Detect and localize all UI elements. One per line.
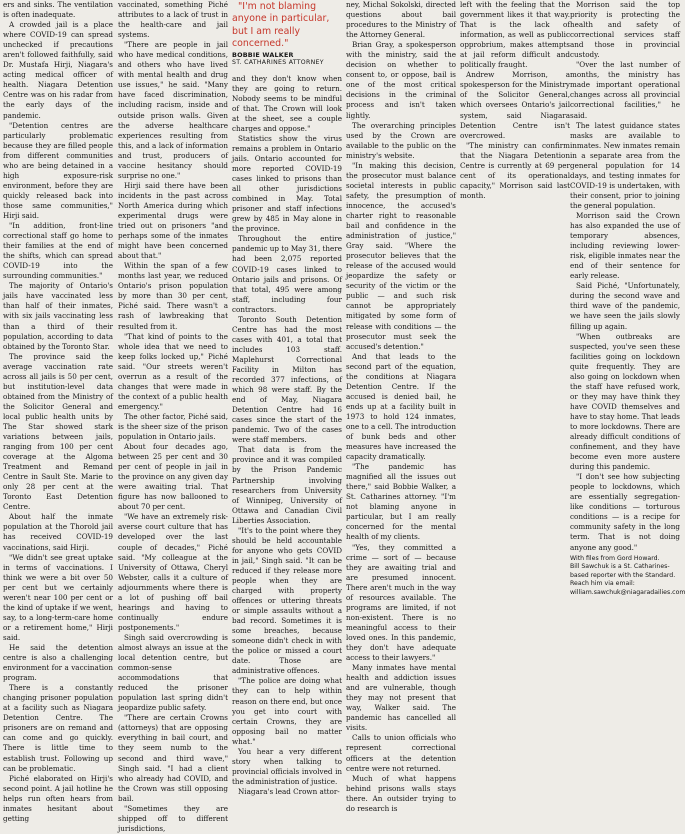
paragraph: That data is from the province and it was compiled by the Prison Pandemic Partnership involving researchers from University of Winnipeg, University of Ottawa and Canadian Civil Liberties Association. xyxy=(232,445,342,525)
paragraph: Hirji said there have been incidents in the past across North America during which experimental drugs were tried out on prisoners "and perhaps some of the inmates might have been concerned about that." xyxy=(118,180,228,261)
paragraph: ers and sinks. The ventilation is often inadequate. xyxy=(3,0,113,20)
credit-files: With files from Gord Howard. xyxy=(570,554,660,562)
paragraph: Morrison said the top priority is protecting the health and safety of correctional services staff and those in provincial custody. xyxy=(570,0,680,60)
paragraph: About four decades ago, between 25 per cent and 30 per cent of people in jail in the province on any given day were awaiting trial. That figure has now ballooned to about 70 per cent. xyxy=(118,442,228,512)
paragraph: "Sometimes they are shipped off to different jurisdictions, xyxy=(118,803,228,833)
paragraph: "I don't see how subjecting people to lockdowns, which are essentially segregation-like conditions — torturous conditions — is a recipe for community safety in the long term. That is not doing anyone any good." xyxy=(570,472,680,552)
paragraph: "We have an extremely risk-averse court culture that has developed over the last couple of decades," Piché said. "My colleague at the University of Ottawa, Cheryl Webster, calls it a culture of adjournments where there is a lot of pushing off bail hearings and having to continually endure postponements." xyxy=(118,512,228,632)
paragraph: He said the detention centre is also a challenging environment for a vaccination program. xyxy=(3,643,113,683)
paragraph: Throughout the entire pandemic up to May 31, there had been 2,075 reported COVID-19 cases linked to Ontario jails and prisons. Of that total, 495 were among staff, including four contractors. xyxy=(232,234,342,314)
paragraph: "In addition, front-line correctional staff go home to their families at the end of the shifts, which can spread COVID-19 into the surrounding communities." xyxy=(3,221,113,281)
paragraph: Many inmates have mental health and addiction issues and are vulnerable, though they may not present that way, Walker said. The pandemic has cancelled all visits. xyxy=(346,663,456,733)
paragraph: "There are certain Crowns (attorneys) that are opposing everything in bail court, and they seem numb to the second and third wave," Singh said. "I had a client who already had COVID, and the Crown was still opposing bail. xyxy=(118,713,228,803)
pull-quote-title: ST. CATHARINES ATTORNEY xyxy=(232,59,324,67)
article-column-3 xyxy=(232,0,342,800)
paragraph: Said Piché, "Unfortunately, during the second wave and third wave of the pandemic, we have seen the jails slowly filling up again. xyxy=(570,281,680,331)
paragraph: You hear a very different story when talking to provincial officials involved in the administration of justice. xyxy=(232,746,342,786)
pull-quote-box xyxy=(232,0,342,68)
paragraph: Calls to union officials who represent correctional officers at the detention centre were not returned. xyxy=(346,733,456,773)
paragraph: and they don't know when they are going to return. Nobody seems to be mindful of that. The Crown will look at the sheet, see a couple charges and oppose." xyxy=(232,73,342,133)
paragraph: "When outbreaks are suspected, you've seen these facilities going on lockdown quite frequently. They are also going on lockdown when the staff have refused work, or they may have think they have COVID themselves and have to stay home. That leads to more lockdowns. There are already difficult conditions of confinement, and they have become even more austere during this pandemic. xyxy=(570,331,680,472)
paragraph: Piché elaborated on Hirji's second point. A jail hotline he helps run often hears from inmates hesitant about getting xyxy=(3,773,113,823)
paragraph: "We didn't see great uptake in terms of vaccinations. I think we were a bit over 50 per cent but we certainly weren't near 100 per cent or the kind of uptake if we went, say, to a long-term-care home or a retirement home," Hirji said. xyxy=(3,552,113,642)
paragraph: "Over the last number of months, the ministry has made important operational changes across all provincial correctional facilities," he said. xyxy=(570,60,680,120)
paragraph: Singh said overcrowding is almost always an issue at the local detention centre, but common-sense accommodations that reduced the prisoner population last spring didn't jeopardize public safety. xyxy=(118,632,228,713)
article-column-5 xyxy=(460,0,570,800)
paragraph: Much of what happens behind prisons walls stays there. An outsider trying to do research is xyxy=(346,773,456,813)
paragraph: "The police are doing what they can to help within reason on there end, but once you get into court with certain Crowns, they are opposing bail no matter what." xyxy=(232,676,342,746)
paragraph: "Yes, they committed a crime — sort of — because they are awaiting trial and are presumed innocent. There aren't much in the way of resources available. The programs are limited, if not non-existent. There is no meaningful access to their loved ones. In this pandemic, they don't have adequate access to their lawyers." xyxy=(346,542,456,663)
article-column-2 xyxy=(118,0,228,833)
byline-credit xyxy=(570,554,685,598)
paragraph: There is a constantly changing prisoner population at a facility such as Niagara Detention Centre. The prisoners are on remand and can come and go quickly. There is little time to establish trust. Following up can be problematic. xyxy=(3,683,113,773)
paragraph: The latest guidance states masks are available to inmates. New inmates remain in a separate area from the general population for 14 days, and testing inmates for COVID-19 is undertaken, with their consent, prior to joining the general population. xyxy=(570,120,680,210)
paragraph: Toronto South Detention Centre has had the most cases with 401, a total that includes 103 staff. Maplehurst Correctional Facility in Milton has recorded 377 infections, of which 98 were staff. By the end of May, Niagara Detention Centre had 16 cases since the start of the pandemic. Two of the cases were staff members. xyxy=(232,314,342,445)
paragraph: The majority of Ontario's jails have vaccinated less than half of their inmates, with six jails vaccinating less than a third of their population, according to data obtained by the Toronto Star. xyxy=(3,281,113,351)
paragraph: "The pandemic has magnified all the issues out there," said Bobbie Walker, a St. Catharines attorney. "I'm not blaming anyone in particular, but I am really concerned for the mental health of my clients. xyxy=(346,462,456,542)
paragraph: "That kind of points to the whole idea that we need to keep folks locked up," Piché said. "Our streets weren't overrun as a result of the changes that were made in the context of a public health emergency." xyxy=(118,331,228,411)
paragraph: "There are people in jail who have medical conditions, and others who have lived with mental health and drug use issues," he said. "Many have faced discrimination, including racism, inside and outside prison walls. Given the adverse healthcare experiences resulting from this, and a lack of information and trust, producers of vaccine hesitancy should surprise no one." xyxy=(118,40,228,180)
paragraph: "Detention centres are particularly problematic because they are filled people from different communities who are being detained in a high exposure-risk environment, before they are quickly released back into those same communities," Hirji said. xyxy=(3,120,113,220)
credit-author: Bill Sawchuk is a St. Catharines-based reporter with the Standard. Reach him via email: william.sawchuk@niagaradailies.com xyxy=(570,563,685,596)
paragraph: Morrison said the Crown has also expanded the use of temporary absences, including reviewing lower-risk, eligible inmates near the end of their sentence for early release. xyxy=(570,210,680,281)
paragraph: "In making this decision, the prosecutor must balance societal interests in public safety, the presumption of innocence, the accused's charter right to reasonable bail and confidence in the administration of justice," Gray said. "Where the prosecutor believes that the release of the accused would jeopardize the safety or security of the victim or the public — and such risk cannot be appropriately mitigated by some form of release with conditions — the prosecutor must seek the accused's detention." xyxy=(346,160,456,351)
pull-quote-name: BOBBIE WALKER xyxy=(232,50,294,59)
article-column-6-body xyxy=(570,0,680,553)
paragraph: The province said the average vaccination rate across all jails is 50 per cent, but institution-level data obtained from the Ministry of the Solicitor General and local public health units by The Star showed stark variations between jails, ranging from 100 per cent coverage at the Algoma Treatment and Remand Centre in Sault Ste. Marie to only 28 per cent at the Toronto East Detention Centre. xyxy=(3,351,113,512)
article-column-1 xyxy=(3,0,113,823)
paragraph: "The ministry can confirm that the Niagara Detention Centre is currently at 69 per cent of its operational capacity," Morrison said last month. xyxy=(460,140,570,200)
paragraph: Brian Gray, a spokesperson with the ministry, said the decision on whether to consent to, or oppose, bail is one of the most critical decisions in the criminal process and isn't taken lightly. xyxy=(346,40,456,120)
paragraph: The overarching principles used by the Crown are available to the public on the ministry's website. xyxy=(346,120,456,160)
article-column-6 xyxy=(570,0,685,800)
article-column-4 xyxy=(346,0,456,813)
paragraph: "It's to the point where they should be held accountable for anyone who gets COVID in jail," Singh said. "It can be reduced if they release more people when they are charged with property offences or uttering threats or simple assaults without a bad record. Sometimes it is some breaches, because someone didn't check in with the police or missed a court date. Those are administrative offences. xyxy=(232,525,342,676)
paragraph: Within the span of a few months last year, we reduced Ontario's prison population by more than 30 per cent, Piché said. There wasn't a rash of lawbreaking that resulted from it. xyxy=(118,261,228,331)
paragraph: left with the feeling that the government likes it that way. That is the lack of information, as well as public opprobrium, makes attempts at jail reform difficult and politically fraught. xyxy=(460,0,570,70)
paragraph: The other factor, Piché said, is the sheer size of the prison population in Ontario jails. xyxy=(118,411,228,442)
paragraph: Andrew Morrison, a spokesperson for the Ministry of the Solicitor General, which oversees Ontario's jail system, said Niagara Detention Centre isn't overcrowed. xyxy=(460,70,570,140)
paragraph: ney, Michal Sokolski, directed questions about bail procedures to the Ministry of the Attorney General. xyxy=(346,0,456,40)
paragraph: Statistics show the virus remains a problem in Ontario jails. Ontario accounted for more reported COVID-19 cases linked to prisons than all other jurisdictions combined in May. Total prisoner and staff infections grew by 485 in May alone in the province. xyxy=(232,133,342,234)
paragraph: A crowded jail is a place where COVID-19 can spread unchecked if precautions aren't followed faithfully, said Dr. Mustafa Hirji, Niagara's acting medical officer of health. Niagara Detention Centre was on his radar from the early days of the pandemic. xyxy=(3,20,113,120)
paragraph: About half the inmate population at the Thorold jail has received COVID-19 vaccinations, said Hirji. xyxy=(3,512,113,552)
paragraph: Niagara's lead Crown attor- xyxy=(238,786,340,796)
paragraph: vaccinated, something Piché attributes to a lack of trust in the health-care and jail systems. xyxy=(118,0,228,40)
pull-quote-text: "I'm not blaming anyone in particular, but I am really concerned." xyxy=(232,1,330,50)
article-column-3-body xyxy=(232,74,342,797)
paragraph: And that leads to the second part of the equation, the conditions at Niagara Detention Centre. If the accused is denied bail, he ends up at a facility built in 1973 to hold 124 inmates, one to a cell. The introduction of bunk beds and other measures have increased the capacity dramatically. xyxy=(346,351,456,462)
